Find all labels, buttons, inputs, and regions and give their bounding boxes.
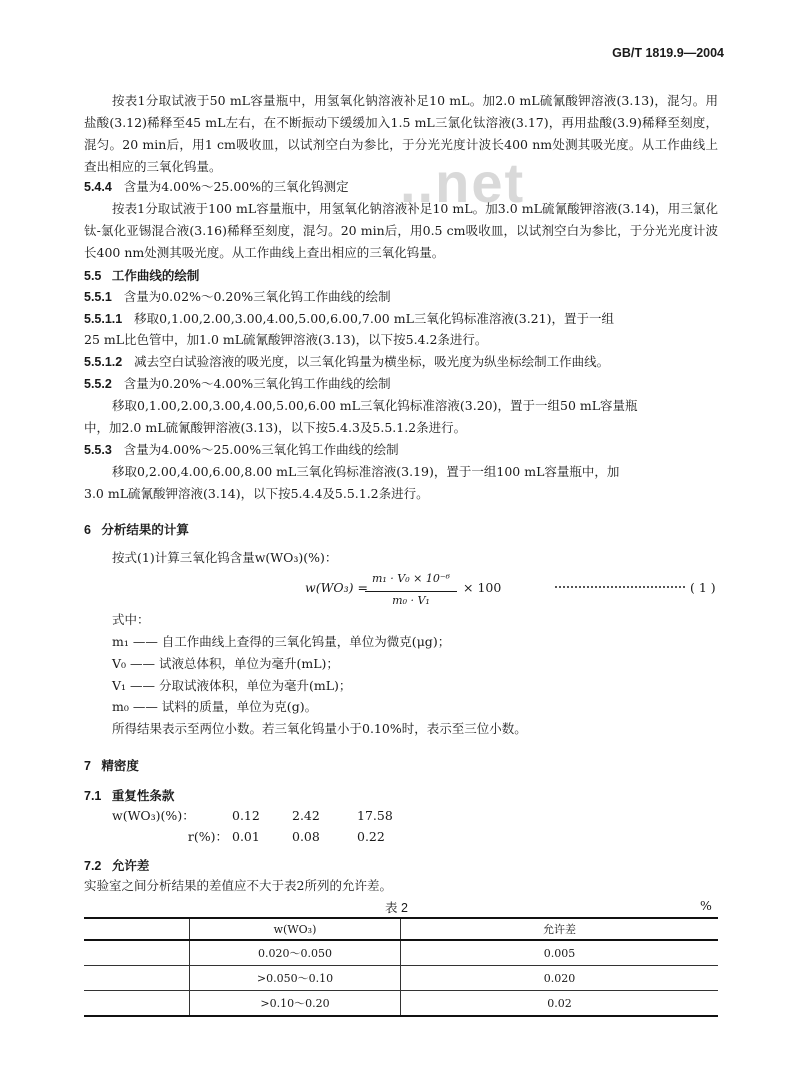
section-7-2-heading <box>84 856 149 874</box>
section-5-5-3-line2: 3.0 mL硫氰酸钾溶液(3.14)，以下按5.4.4及5.5.1.2条进行。 <box>84 486 429 501</box>
section-number: 6 <box>84 523 91 537</box>
section-text: 减去空白试验溶液的吸光度，以三氧化钨量为横坐标，吸光度为纵坐标绘制工作曲线。 <box>134 354 610 369</box>
fraction-bar <box>365 591 457 592</box>
formula-rhs: × 100 <box>463 580 502 595</box>
section-title: 精密度 <box>101 759 139 773</box>
formula-lhs: w(WO₃) = <box>305 580 369 595</box>
section-number: 5.5.2 <box>84 377 112 391</box>
section-5-5-1-heading <box>84 287 391 307</box>
standard-code: GB/T 1819.9—2004 <box>612 46 724 60</box>
table-row <box>84 991 718 1017</box>
section-title: 重复性条款 <box>111 789 175 803</box>
section-number: 7 <box>84 759 91 773</box>
section-number: 5.4.4 <box>84 180 112 194</box>
section-text: 移取0,1.00,2.00,3.00,4.00,5.00,6.00,7.00 mL三氧化钨标准溶液(3.21)，置于一组 <box>134 311 614 326</box>
repeatability-table <box>112 806 403 848</box>
section-5-5-1-2 <box>84 352 609 372</box>
section-5-5-3-line1: 移取0,2.00,4.00,6.00,8.00 mL三氧化钨标准溶液(3.19)，置于一组100 mL容量瓶中，加 <box>112 464 620 479</box>
table-cell-tolerance: 0.020 <box>401 966 719 991</box>
section-5-5-3-heading <box>84 440 399 460</box>
section-title: 含量为4.00%～25.00%的三氧化钨测定 <box>123 179 349 194</box>
table-cell-tolerance: 0.005 <box>401 940 719 966</box>
section-7-2-text: 实验室之间分析结果的差值应不大于表2所列的允许差。 <box>84 878 392 893</box>
definition-v1: V₁ —— 分取试液体积，单位为毫升(mL)； <box>112 678 352 693</box>
section-5-5-heading <box>84 266 199 284</box>
row-value: 0.08 <box>292 828 320 844</box>
section-number: 5.5.1.2 <box>84 355 123 369</box>
equation-number: ( 1 ) <box>690 580 716 595</box>
section-5-4-3-paragraph: 按表1分取试液于50 mL容量瓶中，用氢氧化钠溶液补足10 mL。加2.0 mL硫氰酸钾溶液(3.13)，混匀。用盐酸(3.12)稀释至45 mL左右，在不断振动下缓缓加入1.5 mL三氯化钛溶液(3.17)，再用盐酸(3.9)稀释至刻度，混匀。20 min后，用1 cm吸收皿，以试剂空白为参比，于分光光度计波长400 nm处测其吸光度。从工作曲线上查出相应的三氧化钨量。 <box>84 93 718 174</box>
watermark: ..net <box>400 151 526 214</box>
section-number: 5.5.3 <box>84 443 112 457</box>
table-cell-range: 0.020～0.050 <box>190 940 401 966</box>
section-5-5-2-line1: 移取0,1.00,2.00,3.00,4.00,5.00,6.00 mL三氧化钨标准溶液(3.20)，置于一组50 mL容量瓶 <box>112 398 638 413</box>
formula-denominator: m₀ · V₁ <box>392 594 430 607</box>
section-5-5-2-line2: 中，加2.0 mL硫氰酸钾溶液(3.13)，以下按5.4.3及5.5.1.2条进行。 <box>84 420 467 435</box>
definition-v0: V₀ —— 试液总体积，单位为毫升(mL)； <box>112 656 339 671</box>
repeatability-row-content <box>112 806 403 824</box>
repeatability-row-r <box>112 824 403 848</box>
tolerance-table <box>84 917 718 1017</box>
row-value: 2.42 <box>292 807 320 823</box>
table-cell-tolerance: 0.02 <box>401 991 719 1017</box>
table-header-tolerance: 允许差 <box>401 918 719 940</box>
section-6-heading <box>84 520 189 538</box>
section-number: 7.2 <box>84 859 102 873</box>
section-number: 7.1 <box>84 789 102 803</box>
row-value: 17.58 <box>357 807 393 823</box>
section-title: 含量为0.02%～0.20%三氧化钨工作曲线的绘制 <box>123 289 391 304</box>
row-label: r(%)： <box>187 829 228 844</box>
table-row <box>84 940 718 966</box>
row-label: w(WO₃)(%)： <box>112 808 195 823</box>
table-cell-spacer <box>84 966 190 991</box>
row-value: 0.01 <box>232 828 260 844</box>
table-cell-range: >0.10～0.20 <box>190 991 401 1017</box>
table-header-range: w(WO₃) <box>190 918 401 940</box>
section-number: 5.5.1.1 <box>84 312 123 326</box>
section-number: 5.5 <box>84 269 102 283</box>
definition-m1: m₁ —— 自工作曲线上查得的三氧化钨量，单位为微克(μg)； <box>112 634 451 649</box>
formula-numerator: m₁ · V₀ × 10⁻⁶ <box>371 572 451 585</box>
section-5-5-1-1-line1 <box>84 309 614 329</box>
section-title: 含量为4.00%～25.00%三氧化钨工作曲线的绘制 <box>123 442 399 457</box>
table-cell-spacer <box>84 940 190 966</box>
section-5-5-2-heading <box>84 374 391 394</box>
section-title: 允许差 <box>111 859 150 873</box>
table-cell-spacer <box>84 991 190 1017</box>
section-number: 5.5.1 <box>84 290 112 304</box>
table-caption: 表 2 <box>385 901 408 915</box>
definition-m0: m₀ —— 试料的质量，单位为克(g)。 <box>112 699 318 714</box>
where-label: 式中： <box>112 612 150 627</box>
formula-intro: 按式(1)计算三氧化钨含量w(WO₃)(%)： <box>112 550 338 565</box>
result-note: 所得结果表示至两位小数。若三氧化钨量小于0.10%时，表示至三位小数。 <box>112 721 527 736</box>
section-7-1-heading <box>84 786 174 804</box>
section-title: 含量为0.20%～4.00%三氧化钨工作曲线的绘制 <box>123 376 391 391</box>
section-5-5-1-1-line2: 25 mL比色管中，加1.0 mL硫氰酸钾溶液(3.13)，以下按5.4.2条进行。 <box>84 332 488 347</box>
section-title: 分析结果的计算 <box>101 523 189 537</box>
section-5-4-4-paragraph: 按表1分取试液于100 mL容量瓶中，用氢氧化钠溶液补足10 mL。加3.0 mL硫氰酸钾溶液(3.14)，用三氯化钛-氯化亚锡混合液(3.16)稀释至刻度，混匀。20 min后，用0.5 cm吸收皿，以试剂空白为参比，于分光光度计波长400 nm处测其吸光度。从工作曲线上查出相应的三氧化钨量。 <box>84 201 718 260</box>
section-5-4-4-heading <box>84 177 349 197</box>
table-header-spacer <box>84 918 190 940</box>
row-value: 0.12 <box>232 807 260 823</box>
section-title: 工作曲线的绘制 <box>111 269 200 283</box>
table-cell-range: >0.050～0.10 <box>190 966 401 991</box>
row-value: 0.22 <box>357 828 385 844</box>
table-row <box>84 966 718 991</box>
section-7-heading <box>84 756 139 774</box>
table-unit: % <box>700 898 712 913</box>
table-header-row <box>84 918 718 940</box>
equation-leader-dots <box>555 578 685 588</box>
